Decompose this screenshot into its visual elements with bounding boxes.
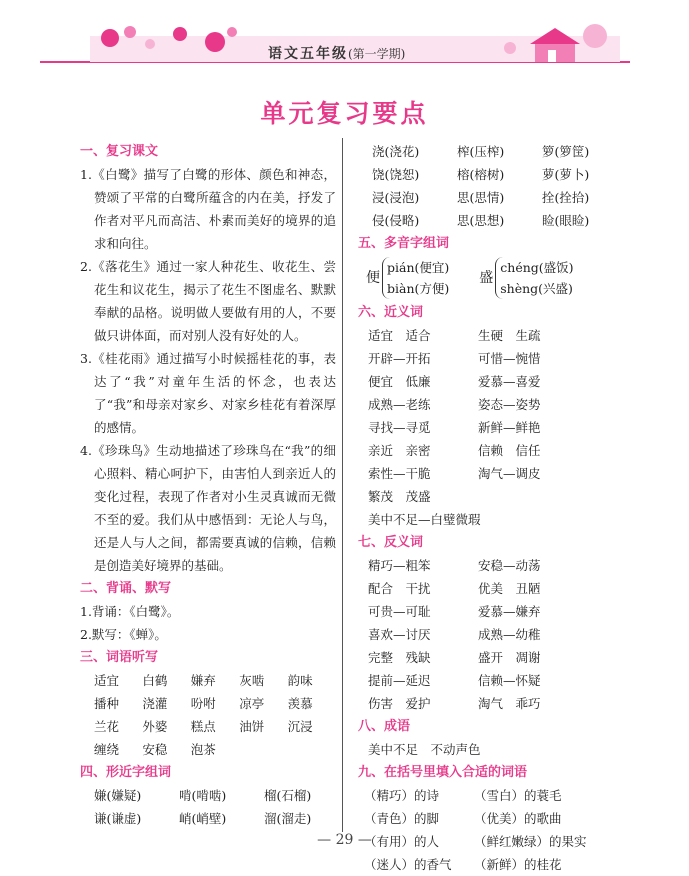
word-pair: 繁茂 茂盛 (368, 489, 431, 504)
section-title-polyphones: 五、多音字组词 (358, 236, 450, 251)
word: 安稳 (142, 742, 168, 757)
word-pair: 盛开 凋谢 (478, 650, 541, 665)
reading: pián(便宜) (387, 260, 450, 275)
word: 播种 (94, 696, 120, 711)
review-item: 2.《落花生》通过一家人种花生、收花生、尝花生和议花生，揭示了花生不图虚名、默默奉献的品格。说明做人要做有用的人，不要做只讲体面，而对别人没有好处的人。 (80, 259, 336, 343)
review-item: 4.《珍珠鸟》生动地描述了珍珠鸟在“我”的细心照料、精心呵护下，由害怕人到亲近人的变化过程，表现了作者对小生灵真诚而无微不至的爱。我们从中感悟到：无论人与鸟，还是人与人之间，都需要真诚的信赖，信赖是创造美好境界的基础。 (80, 443, 336, 573)
word-pair: 新鲜—鲜艳 (478, 420, 541, 435)
char-group: 谦(谦虚) (94, 811, 142, 826)
reading: shèng(兴盛) (500, 281, 573, 296)
polyphone-char: 盛 (479, 269, 494, 286)
word-pair: 亲近 亲密 (368, 443, 431, 458)
left-column (80, 140, 336, 830)
char-group: 浇(浇花) (372, 144, 420, 159)
word-pair: 爱慕—喜爱 (478, 374, 541, 389)
word-pair: 成熟—老练 (368, 397, 431, 412)
fill-phrase: （有用）的人 (364, 834, 440, 849)
word-pair: 提前—延迟 (368, 673, 431, 688)
word: 泡茶 (190, 742, 216, 757)
word: 浇灌 (142, 696, 168, 711)
word: 糕点 (190, 719, 216, 734)
word-pair: 配合 干扰 (368, 581, 431, 596)
fill-phrase: （精巧）的诗 (364, 788, 440, 803)
fill-phrase: （迷人）的香气 (364, 857, 452, 872)
word-pair: 爱慕—嫌弃 (478, 604, 541, 619)
polyphone-group (358, 255, 608, 301)
antonyms-grid (358, 554, 608, 715)
section-title-similar-chars: 四、形近字组词 (80, 765, 172, 780)
word-pair: 完整 残缺 (368, 650, 431, 665)
word: 灰啮 (239, 673, 265, 688)
page-number: — 29 — (317, 832, 372, 848)
char-group: 拴(拴拾) (542, 190, 590, 205)
section-title-antonyms: 七、反义词 (358, 535, 424, 550)
section-title-synonyms: 六、近义词 (358, 305, 424, 320)
section-title-fill-in: 九、在括号里填入合适的词语 (358, 765, 528, 780)
word: 兰花 (94, 719, 120, 734)
word-pair: 索性—干脆 (368, 466, 431, 481)
fill-phrase: （鲜红嫩绿）的果实 (474, 834, 587, 849)
char-group: 思(思情) (457, 190, 505, 205)
word-pair: 寻找—寻觅 (368, 420, 431, 435)
word: 外婆 (142, 719, 168, 734)
word-pair: 伤害 爱护 (368, 696, 431, 711)
fill-phrase: （优美）的歌曲 (474, 811, 562, 826)
word-pair: 便宜 低廉 (368, 374, 431, 389)
reading: biàn(方便) (387, 281, 450, 296)
reading: chéng(盛饭) (500, 260, 574, 275)
char-group: 嫌(嫌疑) (94, 788, 142, 803)
word-pair: 信赖—怀疑 (478, 673, 541, 688)
word: 凉亭 (239, 696, 265, 711)
char-group: 箩(箩筐) (542, 144, 590, 159)
word: 缠绕 (94, 742, 120, 757)
char-group: 萝(萝卜) (542, 167, 590, 182)
word: 白鹤 (142, 673, 168, 688)
char-group: 榨(压榨) (457, 144, 505, 159)
word-pair: 淘气—调皮 (478, 466, 541, 481)
section-title-idioms: 八、成语 (358, 719, 411, 734)
fill-phrase: （青色）的脚 (364, 811, 440, 826)
char-group: 浸(浸泡) (372, 190, 420, 205)
char-group: 侵(侵略) (372, 213, 420, 228)
word-pair: 可惜—惋惜 (478, 351, 541, 366)
section-title-dictation: 三、词语听写 (80, 650, 159, 665)
section-title-recite: 二、背诵、默写 (80, 581, 172, 596)
polyphone-readings (495, 257, 573, 299)
review-item: 1.《白鹭》描写了白鹭的形体、颜色和神态，赞颂了平常的白鹭所蕴含的内在美，抒发了作者对平凡而高洁、朴素而美好的境界的追求和向往。 (80, 167, 336, 251)
word-pair: 适宜 适合 (368, 328, 431, 343)
polyphone-char: 便 (366, 269, 380, 286)
right-column (358, 140, 608, 876)
fill-phrase: （新鲜）的桂花 (474, 857, 562, 872)
char-group: 榕(榕树) (457, 167, 505, 182)
word: 吩咐 (190, 696, 216, 711)
word-pair: 可贵—可耻 (368, 604, 431, 619)
column-divider (342, 138, 343, 832)
word: 韵味 (287, 673, 313, 688)
char-group: 饶(饶恕) (372, 167, 420, 182)
fill-in-grid (358, 784, 608, 876)
word-pair: 开辟—开拓 (368, 351, 431, 366)
char-group: 思(思想) (457, 213, 505, 228)
word: 嫌弃 (190, 673, 216, 688)
similar-chars-grid-right (358, 140, 608, 232)
synonyms-grid (358, 324, 608, 508)
fill-phrase: （雪白）的蓑毛 (474, 788, 562, 803)
word-pair: 优美 丑陋 (478, 581, 541, 596)
word: 油饼 (239, 719, 265, 734)
review-item: 3.《桂花雨》通过描写小时候摇桂花的事，表达了“我”对童年生活的怀念，也表达了“我”和母亲对家乡、对家乡桂花有着深厚的感情。 (80, 351, 336, 435)
word-pair: 淘气 乖巧 (478, 696, 541, 711)
idioms-text: 美中不足 不动声色 (368, 742, 481, 757)
idiom-pair: 美中不足—白璧微瑕 (368, 512, 481, 527)
char-group: 峭(峭壁) (179, 811, 227, 826)
word-pair: 成熟—幼稚 (478, 627, 541, 642)
section-title-review-texts: 一、复习课文 (80, 144, 159, 159)
word-pair: 生硬 生疏 (478, 328, 541, 343)
word-pair (478, 485, 598, 508)
word-pair: 精巧—粗笨 (368, 558, 431, 573)
header-title: 语文五年级(第一学期) (268, 46, 406, 62)
char-group: 睑(眼睑) (542, 213, 590, 228)
char-group: 啃(啃啮) (179, 788, 227, 803)
word-pair: 安稳—动荡 (478, 558, 541, 573)
char-group: 榴(石榴) (264, 788, 312, 803)
word: 羡慕 (287, 696, 313, 711)
recite-item: 1.背诵：《白鹭》。 (80, 604, 180, 619)
word: 沉浸 (287, 719, 313, 734)
word-pair: 信赖 信任 (478, 443, 541, 458)
word-pair: 姿态—姿势 (478, 397, 541, 412)
polyphone-readings (382, 257, 449, 299)
word-pair: 喜欢—讨厌 (368, 627, 431, 642)
similar-chars-grid-left (80, 784, 336, 830)
page-title: 单元复习要点 (260, 99, 429, 128)
char-group: 溜(溜走) (264, 811, 312, 826)
recite-item: 2.默写：《蝉》。 (80, 627, 167, 642)
word: 适宜 (94, 673, 120, 688)
dictation-words (80, 669, 336, 761)
